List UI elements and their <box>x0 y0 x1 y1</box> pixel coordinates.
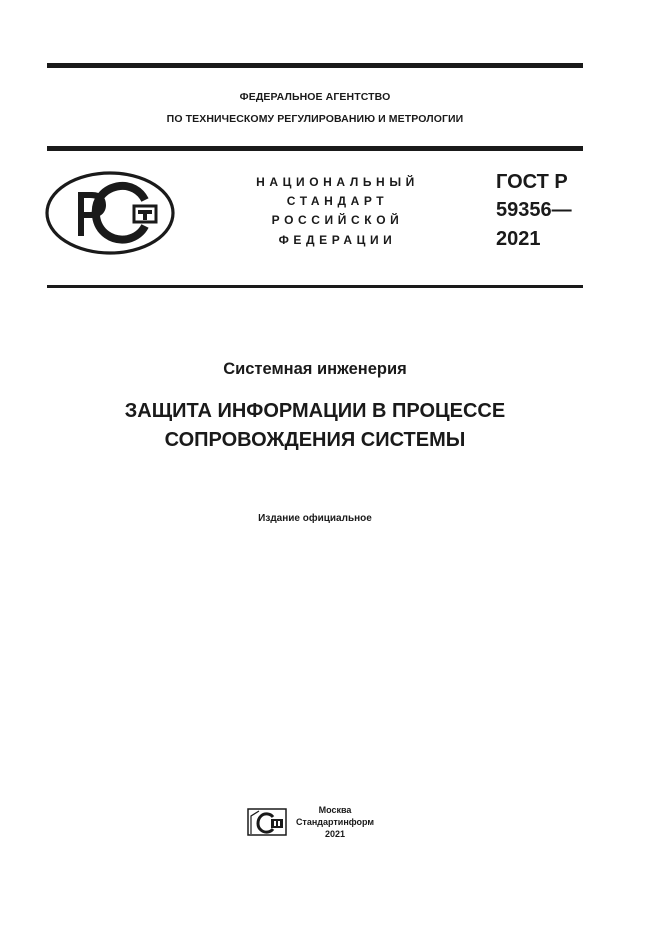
document-title-line-1: ЗАЩИТА ИНФОРМАЦИИ В ПРОЦЕССЕ <box>124 400 506 422</box>
gost-r-emblem-icon <box>44 170 176 256</box>
standard-line-4: ФЕДЕРАЦИИ <box>278 233 397 247</box>
edition-label: Издание официальное <box>258 513 372 524</box>
agency-line-2: ПО ТЕХНИЧЕСКОМУ РЕГУЛИРОВАНИЮ И МЕТРОЛОГИИ <box>166 113 464 125</box>
document-subtitle: Системная инженерия <box>223 360 407 378</box>
header-rule <box>47 146 583 151</box>
publisher-city: Москва <box>318 805 352 815</box>
designation-line-1: ГОСТ Р <box>496 171 568 193</box>
standard-line-1: НАЦИОНАЛЬНЫЙ <box>256 175 419 189</box>
standartinform-logo-icon <box>247 808 287 836</box>
publisher-name: Стандартинформ <box>295 817 375 827</box>
document-title-line-2: СОПРОВОЖДЕНИЯ СИСТЕМЫ <box>164 429 466 451</box>
standard-line-2: СТАНДАРТ <box>286 194 389 208</box>
standard-line-3: РОССИЙСКОЙ <box>271 213 404 227</box>
bottom-header-rule <box>47 285 583 288</box>
agency-line-1: ФЕДЕРАЛЬНОЕ АГЕНТСТВО <box>239 91 391 103</box>
publisher-year: 2021 <box>324 829 346 839</box>
designation-line-2: 59356— <box>496 199 572 221</box>
designation-line-3: 2021 <box>496 228 541 250</box>
top-rule <box>47 63 583 68</box>
